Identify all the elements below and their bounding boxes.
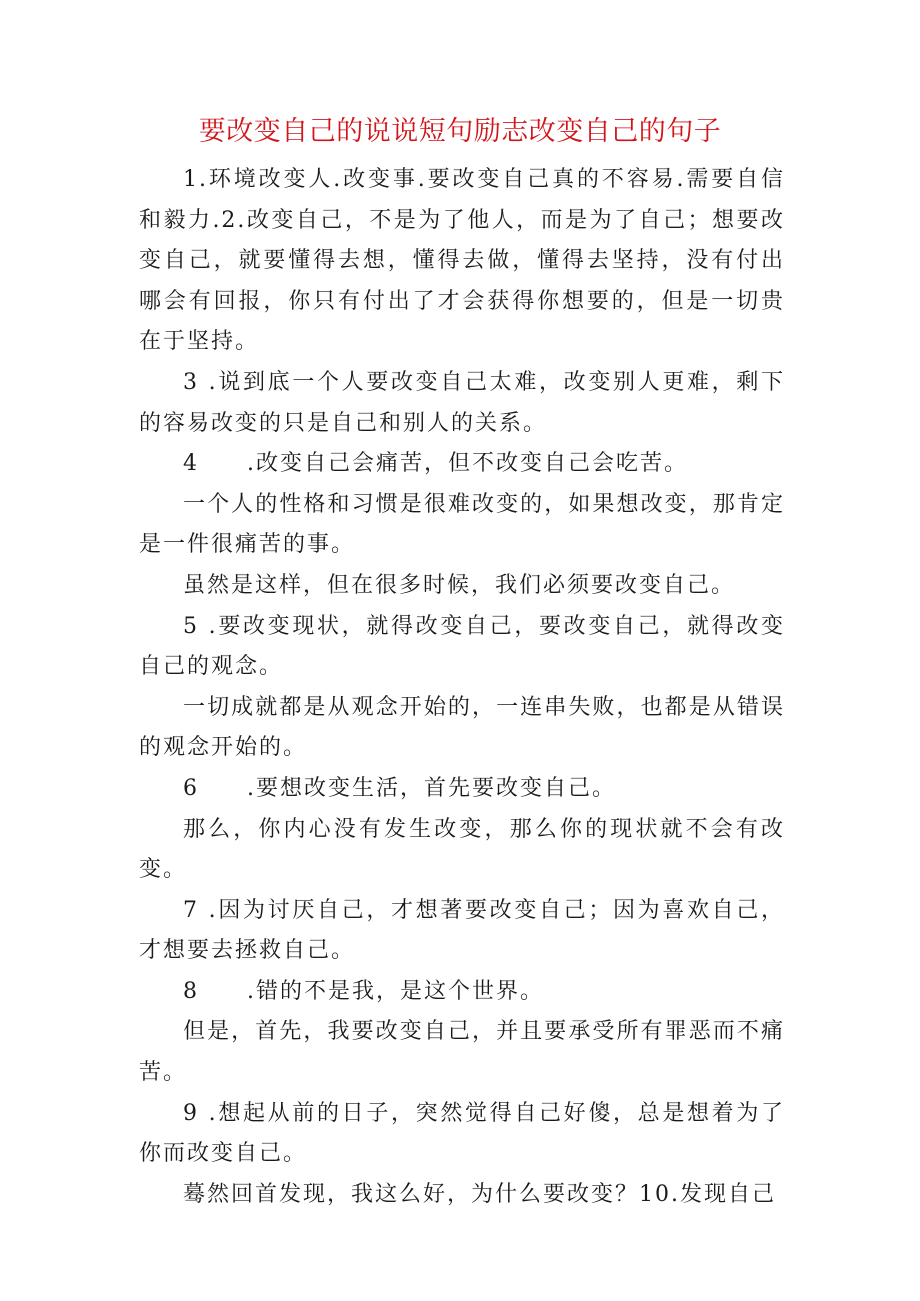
paragraph-8: 6 .要想改变生活，首先要改变自己。 [183,775,616,801]
paragraph-10: 7 .因为讨厌自己，才想著要改变自己；因为喜欢自己，才想要去拯救自己。 [139,897,785,964]
paragraph-6: 5 .要改变现状，就得改变自己，要改变自己，就得改变自己的观念。 [139,613,785,680]
paragraph-11: 8 .错的不是我，是这个世界。 [183,978,544,1004]
document-title: 要改变自己的说说短句励志改变自己的句子 [198,116,722,147]
paragraph-14: 蓦然回首发现，我这么好，为什么要改变？10.发现自己 [183,1181,776,1207]
document-body [139,160,785,1215]
paragraph-13: 9 .想起从前的日子，突然觉得自己好傻，总是想着为了你而改变自己。 [139,1100,785,1167]
paragraph-4: 一个人的性格和习惯是很难改变的，如果想改变，那肯定是一件很痛苦的事。 [139,491,785,558]
paragraph-9: 那么，你内心没有发生改变，那么你的现状就不会有改变。 [139,816,785,883]
paragraph-3: 4 .改变自己会痛苦，但不改变自己会吃苦。 [183,451,688,477]
paragraph-2: 3 .说到底一个人要改变自己太难，改变别人更难，剩下的容易改变的只是自己和别人的关系。 [139,369,785,436]
paragraph-7: 一切成就都是从观念开始的，一连串失败，也都是从错误的观念开始的。 [139,694,785,761]
paragraph-12: 但是，首先，我要改变自己，并且要承受所有罪恶而不痛苦。 [139,1019,785,1086]
paragraph-5: 虽然是这样，但在很多时候，我们必须要改变自己。 [183,572,736,598]
paragraph-1: 1.环境改变人.改变事.要改变自己真的不容易.需要自信和毅力.2.改变自己，不是为了他人，而是为了自己；想要改变自己，就要懂得去想，懂得去做，懂得去坚持，没有付出哪会有回报，你只有付出了才会获得你想要的，但是一切贵在于坚持。 [139,167,785,355]
